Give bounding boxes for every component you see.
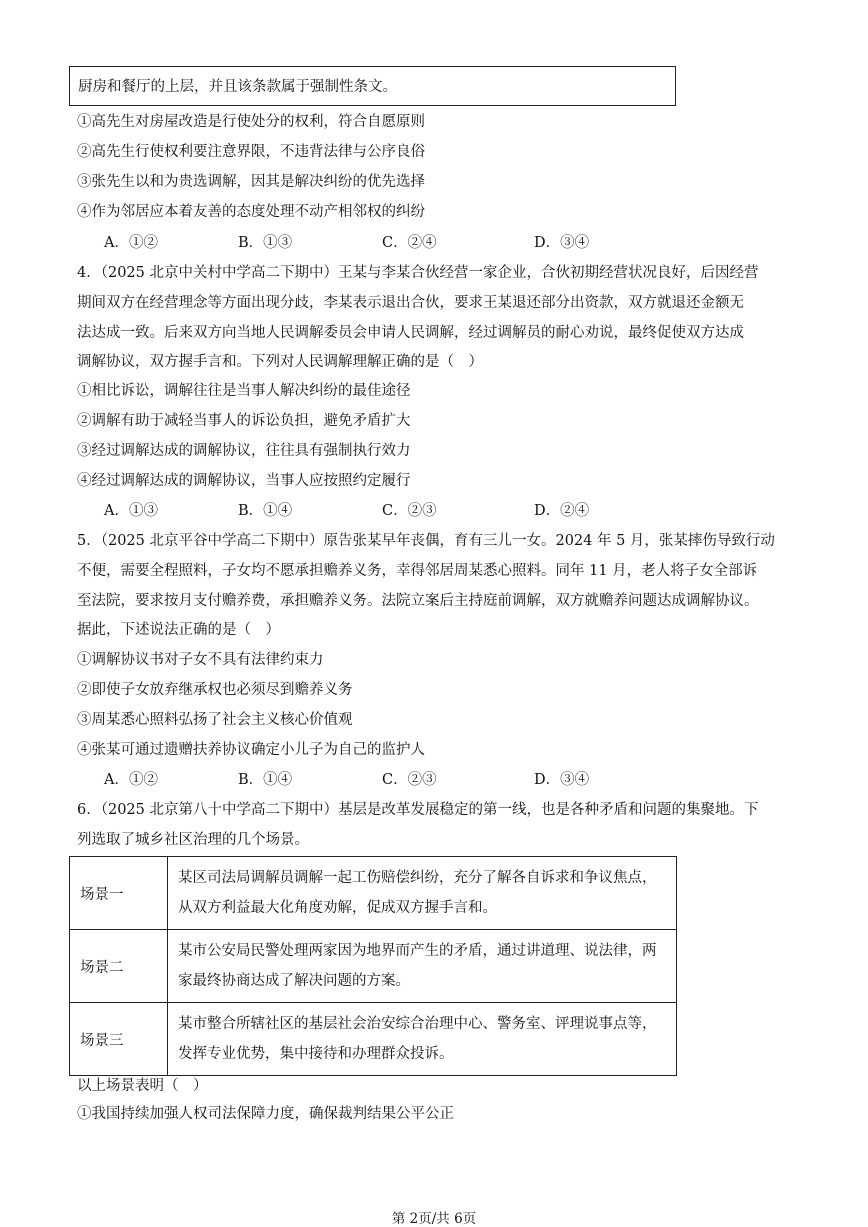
page-number-footer: 第 2页/共 6页 (391, 1211, 477, 1227)
q5-stem-line-4: 据此，下述说法正确的是（ ） (77, 622, 280, 638)
q5-statement-2: ②即使子女放弃继承权也必须尽到赡养义务 (77, 682, 353, 698)
continued-text-box (69, 66, 676, 106)
q4-option-b: B．①④ (238, 503, 293, 519)
q5-stem-line-3: 至法院，要求按月支付赡养费，承担赡养义务。法院立案后主持庭前调解，双方就赡养问题达成调解协议。 (77, 593, 759, 609)
table-row (70, 930, 677, 1003)
continued-text: 厨房和餐厅的上层，并且该条款属于强制性条文。 (78, 79, 397, 95)
q3-option-c: C．②④ (382, 235, 437, 251)
q4-statement-2: ②调解有助于减轻当事人的诉讼负担，避免矛盾扩大 (77, 413, 411, 429)
q5-option-b: B．①④ (238, 772, 293, 788)
q3-statement-4: ④作为邻居应本着友善的态度处理不动产相邻权的纠纷 (77, 204, 425, 220)
scenes-table (69, 856, 677, 1076)
q6-statement-1: ①我国持续加强人权司法保障力度，确保裁判结果公平公正 (77, 1106, 454, 1122)
q4-stem-line-4: 调解协议，双方握手言和。下列对人民调解理解正确的是（ ） (77, 354, 483, 370)
q3-option-a: A．①② (104, 235, 158, 251)
scene-label: 场景三 (70, 1003, 168, 1076)
table-row (70, 857, 677, 930)
q4-statement-4: ④经过调解达成的调解协议，当事人应按照约定履行 (77, 473, 411, 489)
q6-question-prompt: 以上场景表明（ ） (77, 1078, 208, 1094)
scene-description: 某市整合所辖社区的基层社会治安综合治理中心、警务室、评理说事点等，发挥专业优势，集中接待和办理群众投诉。 (168, 1003, 677, 1076)
q3-statement-1: ①高先生对房屋改造是行使处分的权利，符合自愿原则 (77, 114, 425, 130)
q4-option-c: C．②③ (382, 503, 437, 519)
q4-stem-line-3: 法达成一致。后来双方向当地人民调解委员会申请人民调解，经过调解员的耐心劝说，最终促使双方达成 (77, 325, 744, 341)
q6-stem-line-2: 列选取了城乡社区治理的几个场景。 (77, 832, 309, 848)
q3-statement-3: ③张先生以和为贵选调解，因其是解决纠纷的优先选择 (77, 174, 425, 190)
q5-statement-1: ①调解协议书对子女不具有法律约束力 (77, 652, 324, 668)
q4-statement-1: ①相比诉讼，调解往往是当事人解决纠纷的最佳途径 (77, 383, 411, 399)
scene-description: 某市公安局民警处理两家因为地界而产生的矛盾，通过讲道理、说法律，两家最终协商达成了解决问题的方案。 (168, 930, 677, 1003)
q5-stem-line-2: 不便，需要全程照料，子女均不愿承担赡养义务，幸得邻居周某悉心照料。同年 11 月，老人将子女全部诉 (77, 563, 758, 579)
q5-statement-3: ③周某悉心照料弘扬了社会主义核心价值观 (77, 712, 353, 728)
q5-option-a: A．①② (104, 772, 158, 788)
scene-description: 某区司法局调解员调解一起工伤赔偿纠纷，充分了解各自诉求和争议焦点，从双方利益最大化角度劝解，促成双方握手言和。 (168, 857, 677, 930)
q4-option-a: A．①③ (104, 503, 158, 519)
q4-stem-line-1: 4．（2025 北京中关村中学高二下期中）王某与李某合伙经营一家企业，合伙初期经营状况良好，后因经营 (77, 265, 759, 281)
q5-option-d: D．③④ (534, 772, 590, 788)
q3-option-b: B．①③ (238, 235, 293, 251)
q4-statement-3: ③经过调解达成的调解协议，往往具有强制执行效力 (77, 443, 411, 459)
scene-label: 场景二 (70, 930, 168, 1003)
table-row (70, 1003, 677, 1076)
q6-stem-line-1: 6．（2025 北京第八十中学高二下期中）基层是改革发展稳定的第一线，也是各种矛盾和问题的集聚地。下 (77, 802, 759, 818)
q4-stem-line-2: 期间双方在经营理念等方面出现分歧，李某表示退出合伙，要求王某退还部分出资款，双方就退还金额无 (77, 295, 744, 311)
q3-option-d: D．③④ (534, 235, 590, 251)
q3-statement-2: ②高先生行使权利要注意界限，不违背法律与公序良俗 (77, 144, 425, 160)
q5-statement-4: ④张某可通过遗赠扶养协议确定小儿子为自己的监护人 (77, 742, 425, 758)
q5-option-c: C．②③ (382, 772, 437, 788)
q5-stem-line-1: 5．（2025 北京平谷中学高二下期中）原告张某早年丧偶，育有三儿一女。2024 年 5 月，张某摔伤导致行动 (77, 533, 775, 549)
q4-option-d: D．②④ (534, 503, 590, 519)
scene-label: 场景一 (70, 857, 168, 930)
